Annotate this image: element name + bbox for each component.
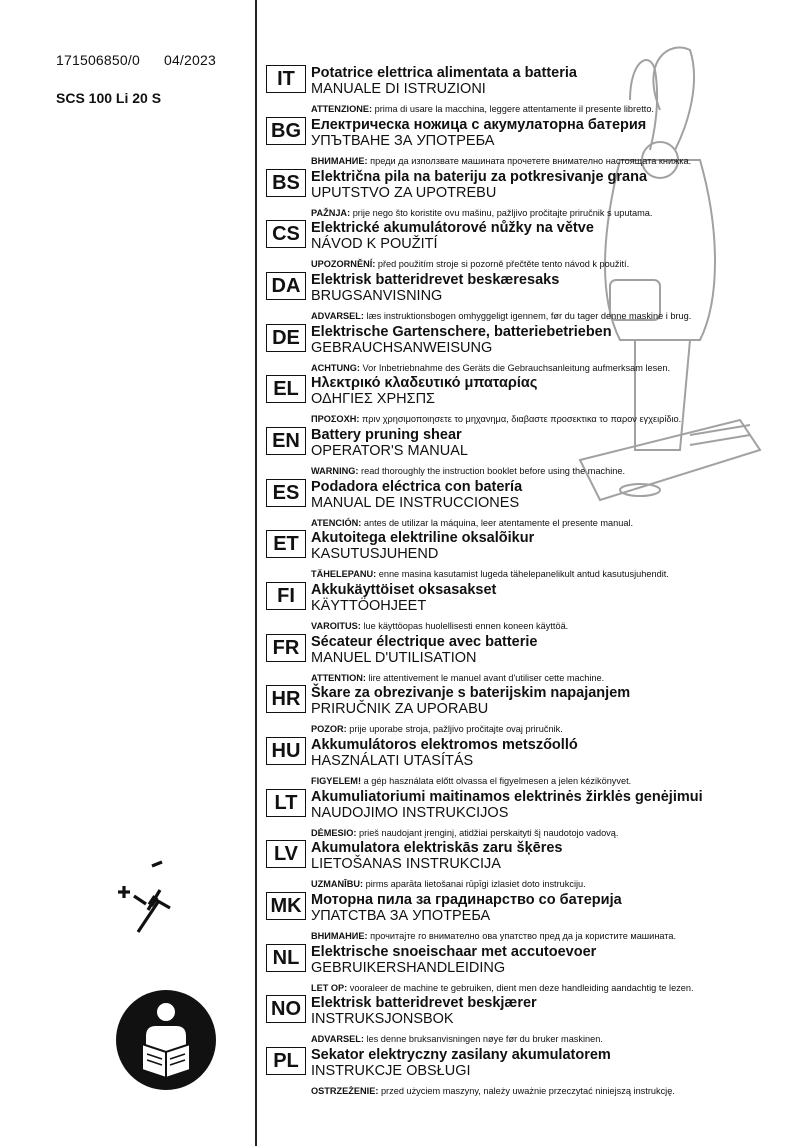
- warning-text: PAŽNJA: prije nego što koristite ovu mašinu, pažljivo pročitajte priručnik s uputama.: [311, 208, 653, 218]
- product-title: Akkumulátoros elektromos metszőolló: [311, 737, 578, 753]
- left-column: [0, 0, 256, 1146]
- warning-text: ВНИМАНИЕ: преди да използвате машината прочетете внимателно настоящата книжка.: [311, 156, 692, 166]
- language-block-bg: [266, 117, 796, 169]
- warning-text: ATTENZIONE: prima di usare la macchina, leggere attentamente il presente libretto.: [311, 104, 654, 114]
- product-title: Akutoitega elektriline oksalõikur: [311, 530, 535, 546]
- language-code: HR: [266, 685, 306, 713]
- language-code: BG: [266, 117, 306, 145]
- manual-subtitle: LIETOŠANAS INSTRUKCIJA: [311, 856, 501, 872]
- warning-text: ADVARSEL: les denne bruksanvisningen nøye før du bruker maskinen.: [311, 1034, 603, 1044]
- manual-subtitle: NÁVOD K POUŽITÍ: [311, 236, 438, 252]
- warning-text: DĖMESIO: prieš naudojant įrenginį, atidžiai perskaityti šį naudotojo vadovą.: [311, 828, 619, 838]
- language-block-es: [266, 479, 796, 531]
- language-block-en: [266, 427, 796, 479]
- warning-text: UZMANĪBU: pirms aparāta lietošanai rūpīgi izlasiet doto instrukciju.: [311, 879, 586, 889]
- product-title: Ηλεκτρικό κλαδευτικό μπαταρίας: [311, 375, 538, 391]
- manual-subtitle: INSTRUKCJE OBSŁUGI: [311, 1063, 471, 1079]
- product-title: Akumulatora elektriskās zaru šķēres: [311, 840, 563, 856]
- product-title: Potatrice elettrica alimentata a batteria: [311, 65, 577, 81]
- warning-text: ΠΡΟΣΟΧΗ: πριν χρησιμοποιησετε το μηχανημα, διαβαστε προσεκτικα το παρον εγχειρίδιο.: [311, 414, 682, 424]
- manual-subtitle: MANUEL D'UTILISATION: [311, 650, 477, 666]
- document-number-line: [56, 52, 216, 68]
- product-title: Sécateur électrique avec batterie: [311, 634, 538, 650]
- warning-text: UPOZORNĚNÍ: před použitím stroje si pozorně přečtěte tento návod k použití.: [311, 259, 630, 269]
- product-title: Elektrisk batteridrevet beskæresaks: [311, 272, 560, 288]
- language-code: FI: [266, 582, 306, 610]
- language-block-nl: [266, 944, 796, 996]
- language-code: NO: [266, 995, 306, 1023]
- warning-text: TÄHELEPANU: enne masina kasutamist lugeda tähelepanelikult antud kasutusjuhendit.: [311, 569, 669, 579]
- manual-subtitle: NAUDOJIMO INSTRUKCIJOS: [311, 805, 509, 821]
- language-block-fr: [266, 634, 796, 686]
- language-block-bs: [266, 169, 796, 221]
- language-code: NL: [266, 944, 306, 972]
- product-title: Podadora eléctrica con batería: [311, 479, 523, 495]
- language-code: FR: [266, 634, 306, 662]
- language-code: BS: [266, 169, 306, 197]
- language-block-mk: [266, 892, 796, 944]
- warning-text: WARNING: read thoroughly the instruction booklet before using the machine.: [311, 466, 626, 476]
- language-block-it: [266, 65, 796, 117]
- language-code: HU: [266, 737, 306, 765]
- product-title: Battery pruning shear: [311, 427, 462, 443]
- language-code: CS: [266, 220, 306, 248]
- model-name: SCS 100 Li 20 S: [56, 90, 162, 106]
- warning-text: LET OP: vooraleer de machine te gebruiken, dient men deze handleiding aandachtig te lezen.: [311, 983, 694, 993]
- manual-subtitle: УПАТСТВА ЗА УПОТРЕБА: [311, 908, 491, 924]
- product-title: Sekator elektryczny zasilany akumulatorem: [311, 1047, 611, 1063]
- document-date: 04/2023: [163, 52, 216, 68]
- language-code: IT: [266, 65, 306, 93]
- warning-text: OSTRZEŻENIE: przed użyciem maszyny, należy uważnie przeczytać niniejszą instrukcję.: [311, 1086, 675, 1096]
- warning-text: FIGYELEM! a gép használata előtt olvassa el figyelmesen a jelen kézikönyvet.: [311, 776, 632, 786]
- product-title: Elektrisk batteridrevet beskjærer: [311, 995, 537, 1011]
- manual-subtitle: KASUTUSJUHEND: [311, 546, 439, 562]
- manual-subtitle: UPUTSTVO ZA UPOTREBU: [311, 185, 497, 201]
- product-title: Електрическа ножица с акумулаторна батерия: [311, 117, 647, 133]
- warning-text: ВНИМАНИЕ: прочитајте го внимателно ова упатство пред да ја користите машината.: [311, 931, 677, 941]
- product-title: Elektrické akumulátorové nůžky na větve: [311, 220, 594, 236]
- language-block-hu: [266, 737, 796, 789]
- language-block-da: [266, 272, 796, 324]
- product-title: Elektrische snoeischaar met accutoevoer: [311, 944, 597, 960]
- language-block-lt: [266, 789, 796, 841]
- product-title: Akumuliatoriumi maitinamos elektrinės žirklės genėjimui: [311, 789, 703, 805]
- warning-text: POZOR: prije uporabe stroja, pažljivo pročitajte ovaj priručnik.: [311, 724, 563, 734]
- read-manual-icon: [116, 990, 216, 1090]
- language-block-et: [266, 530, 796, 582]
- language-block-el: [266, 375, 796, 427]
- language-code: EN: [266, 427, 306, 455]
- manual-subtitle: KÄYTTÖOHJEET: [311, 598, 427, 614]
- manual-subtitle: MANUAL DE INSTRUCCIONES: [311, 495, 520, 511]
- language-block-de: [266, 324, 796, 376]
- language-code: MK: [266, 892, 306, 920]
- manual-subtitle: OPERATOR'S MANUAL: [311, 443, 468, 459]
- document-number: 171506850/0: [56, 52, 140, 68]
- manual-subtitle: INSTRUKSJONSBOK: [311, 1011, 454, 1027]
- manual-subtitle: GEBRAUCHSANWEISUNG: [311, 340, 493, 356]
- language-code: EL: [266, 375, 306, 403]
- language-code: LT: [266, 789, 306, 817]
- warning-text: ATTENTION: lire attentivement le manuel avant d'utiliser cette machine.: [311, 673, 605, 683]
- warning-text: ACHTUNG: Vor Inbetriebnahme des Geräts die Gebrauchsanleitung aufmerksam lesen.: [311, 363, 670, 373]
- vertical-divider: [255, 0, 257, 1146]
- battery-polarity-icon: [112, 860, 192, 940]
- product-title: Моторна пила за градинарство со батерија: [311, 892, 622, 908]
- language-block-hr: [266, 685, 796, 737]
- manual-subtitle: ΟΔΗΓΙΕΣ ΧΡΗΣΠΣ: [311, 391, 436, 407]
- product-title: Škare za obrezivanje s baterijskim napajanjem: [311, 685, 631, 701]
- language-block-fi: [266, 582, 796, 634]
- language-block-cs: [266, 220, 796, 272]
- language-code: DA: [266, 272, 306, 300]
- warning-text: ADVARSEL: læs instruktionsbogen omhyggeligt igennem, før du tager denne maskine i brug.: [311, 311, 692, 321]
- manual-subtitle: HASZNÁLATI UTASÍTÁS: [311, 753, 474, 769]
- language-code: ET: [266, 530, 306, 558]
- product-title: Električna pila na bateriju za potkresivanje grana: [311, 169, 648, 185]
- manual-subtitle: BRUGSANVISNING: [311, 288, 443, 304]
- manual-subtitle: MANUALE DI ISTRUZIONI: [311, 81, 486, 97]
- language-block-lv: [266, 840, 796, 892]
- language-block-no: [266, 995, 796, 1047]
- warning-text: ATENCIÓN: antes de utilizar la máquina, leer atentamente el presente manual.: [311, 518, 634, 528]
- language-block-pl: [266, 1047, 796, 1099]
- manual-subtitle: GEBRUIKERSHANDLEIDING: [311, 960, 506, 976]
- product-title: Akkukäyttöiset oksasakset: [311, 582, 497, 598]
- manual-subtitle: УПЪТВАНЕ ЗА УПОТРЕБА: [311, 133, 495, 149]
- language-code: ES: [266, 479, 306, 507]
- language-code: LV: [266, 840, 306, 868]
- language-code: PL: [266, 1047, 306, 1075]
- language-code: DE: [266, 324, 306, 352]
- warning-text: VAROITUS: lue käyttöopas huolellisesti ennen koneen käyttöä.: [311, 621, 569, 631]
- manual-subtitle: PRIRUČNIK ZA UPORABU: [311, 701, 489, 717]
- product-title: Elektrische Gartenschere, batteriebetrieben: [311, 324, 612, 340]
